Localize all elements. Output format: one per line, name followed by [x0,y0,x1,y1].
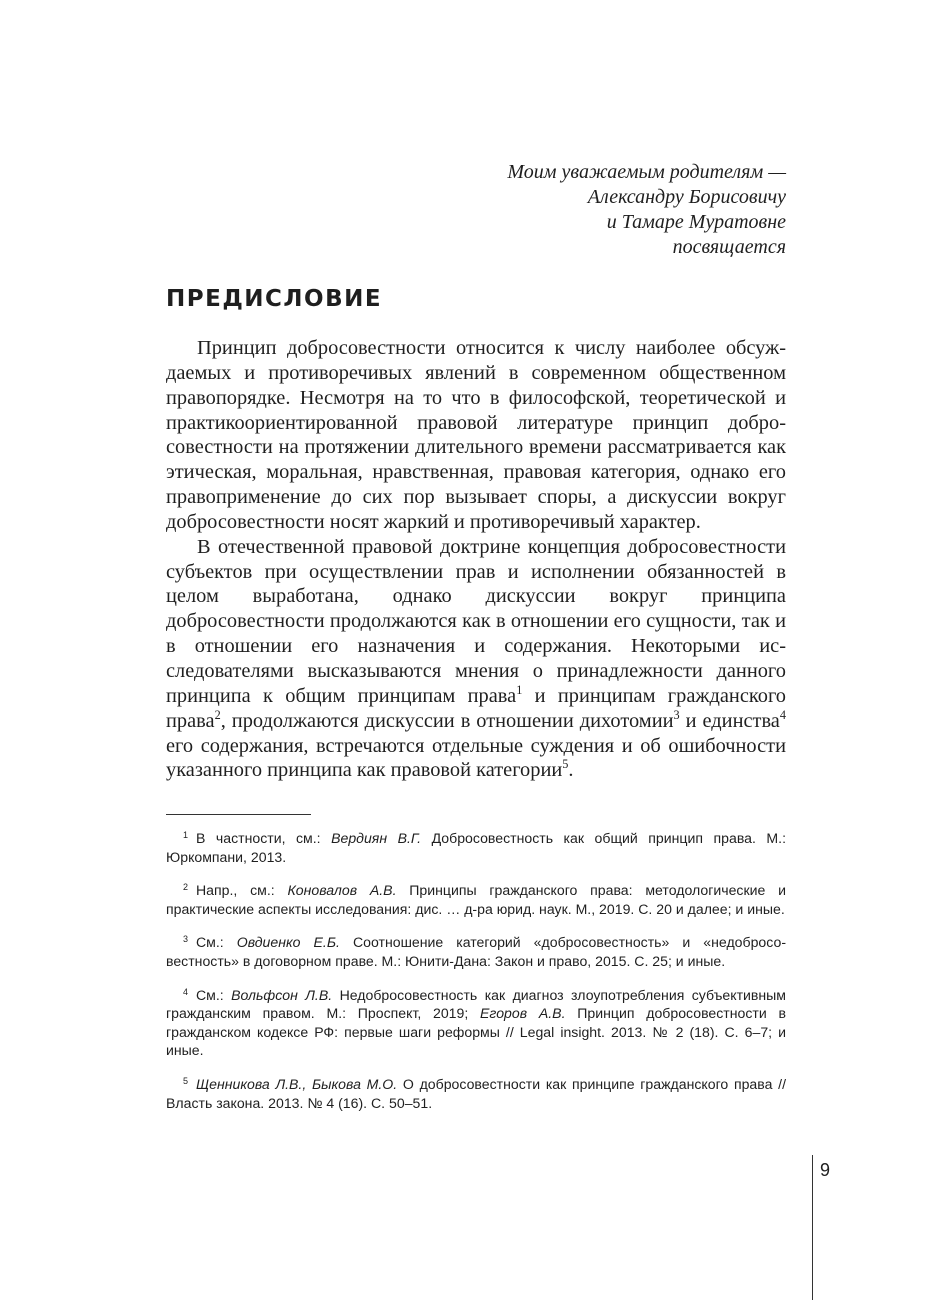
footnote-text-2: Принцип добросовестности в гражданском кодексе РФ: первые шаги реформы // Legal insight. 2013. № 2 (18). С. 6–7; и иные. [166,1005,786,1059]
footnote-separator [166,814,311,815]
footnote-number: 4 [182,986,188,997]
footnote-author: Вольфсон Л.В. [231,986,333,1003]
footnote-number: 3 [182,934,188,945]
footnote-number: 2 [182,882,188,893]
footnote-author-2: Егоров А.В. [480,1005,566,1022]
dedication-line: Моим уважаемым родителям — [507,161,786,183]
paragraph-1: Принцип добросовестности относится к числу наиболее обсуждаемых и противоречивых явлений в современном общественном правопорядке. Несмотря на то что в философской, теоретической и практикоориентированной правовой литературе принцип добросовестности на протяжении длительного времени рассматривается как этическая, моральная, нравственная, правовая категория, однако его правоприменение до сих пор вызывает споры, а дискуссии вокруг добросовестности носят жаркий и противоречивый характер. [166,337,786,533]
footnote-1 [166,826,786,866]
dedication [420,160,786,260]
paragraph-2 [166,535,786,783]
footnote-author: Вердиян В.Г. [331,830,422,846]
footnote-author: Коновалов А.В. [287,882,397,899]
paragraph-2-part: , продолжаются дискуссии в отношении дихотомии [220,709,674,732]
footnote-prefix: См.: [196,986,232,1003]
footnote-prefix: В частности, см.: [196,830,332,846]
paragraph-2-part: и единства [679,709,780,732]
footnote-text: Соотношение категорий «добросовестность» и «недобросовестность» в договорном праве. М.: Юнити-Дана: Закон и право, 2015. С. 25; и иные. [166,934,787,969]
footnote-prefix: Напр., см.: [196,882,288,899]
footnote-text: Недобросовестность как диагноз злоупотребления субъективным гражданским правом. М.: Проспект, 2019; [166,986,787,1022]
paragraph-2-part: его содержания, встречаются отдельные суждения и об ошибочности указанного принципа как правовой категории [166,734,786,782]
page-number: 9 [820,1160,831,1180]
footnote-number: 5 [182,1075,188,1086]
footnote-3 [166,930,786,970]
footnote-author: Овдиенко Е.Б. [236,934,340,951]
footnote-author: Щенникова Л.В., Быкова М.О. [196,1075,398,1092]
paragraph-2-part: . [568,759,574,782]
footnote-2 [166,878,786,918]
footnote-text: О добросовестности как принципе гражданского права // Власть закона. 2013. № 4 (16). С. 50–51. [166,1075,786,1111]
footnote-ref-4: 4 [779,707,786,722]
footnote-text: Принципы гражданского права: методологические и практические аспекты исследования: дис. … д-ра юрид. наук. М., 2019. С. 20 и далее; и иные. [166,882,786,917]
footnote-ref-1: 1 [516,683,523,698]
dedication-line: Александру Борисовичу [587,186,786,208]
paragraph-2-part: В отечественной правовой доктрине концепция добросовестности субъектов при осуществлении прав и исполнении обязанностей в целом выработана, однако дискуссии вокруг принципа добросовестности продолжаются как в отношении его сущности, так и в отношении его назначения и содержания. Некоторыми исследователями высказываются мнения о принадлежности данного принципа к общим принципам права [166,535,786,707]
page-number-rule [812,1155,813,1300]
footnote-5 [166,1072,786,1112]
footnote-ref-5: 5 [562,757,569,772]
footnote-number: 1 [182,830,188,840]
section-heading: ПРЕДИСЛОВИЕ [166,286,383,312]
main-text [166,336,786,783]
footnote-4 [166,983,786,1060]
dedication-line: и Тамаре Муратовне [606,211,786,233]
footnote-text: Добросовестность как общий принцип права. М.: Юркомпани, 2013. [166,830,786,865]
footnote-ref-2: 2 [214,707,221,722]
footnote-ref-3: 3 [673,707,680,722]
dedication-line: посвящается [672,236,786,258]
paragraph-2-part: и принципам гражданского права [166,684,787,732]
footnotes [166,826,786,1124]
footnote-prefix: См.: [196,934,237,951]
